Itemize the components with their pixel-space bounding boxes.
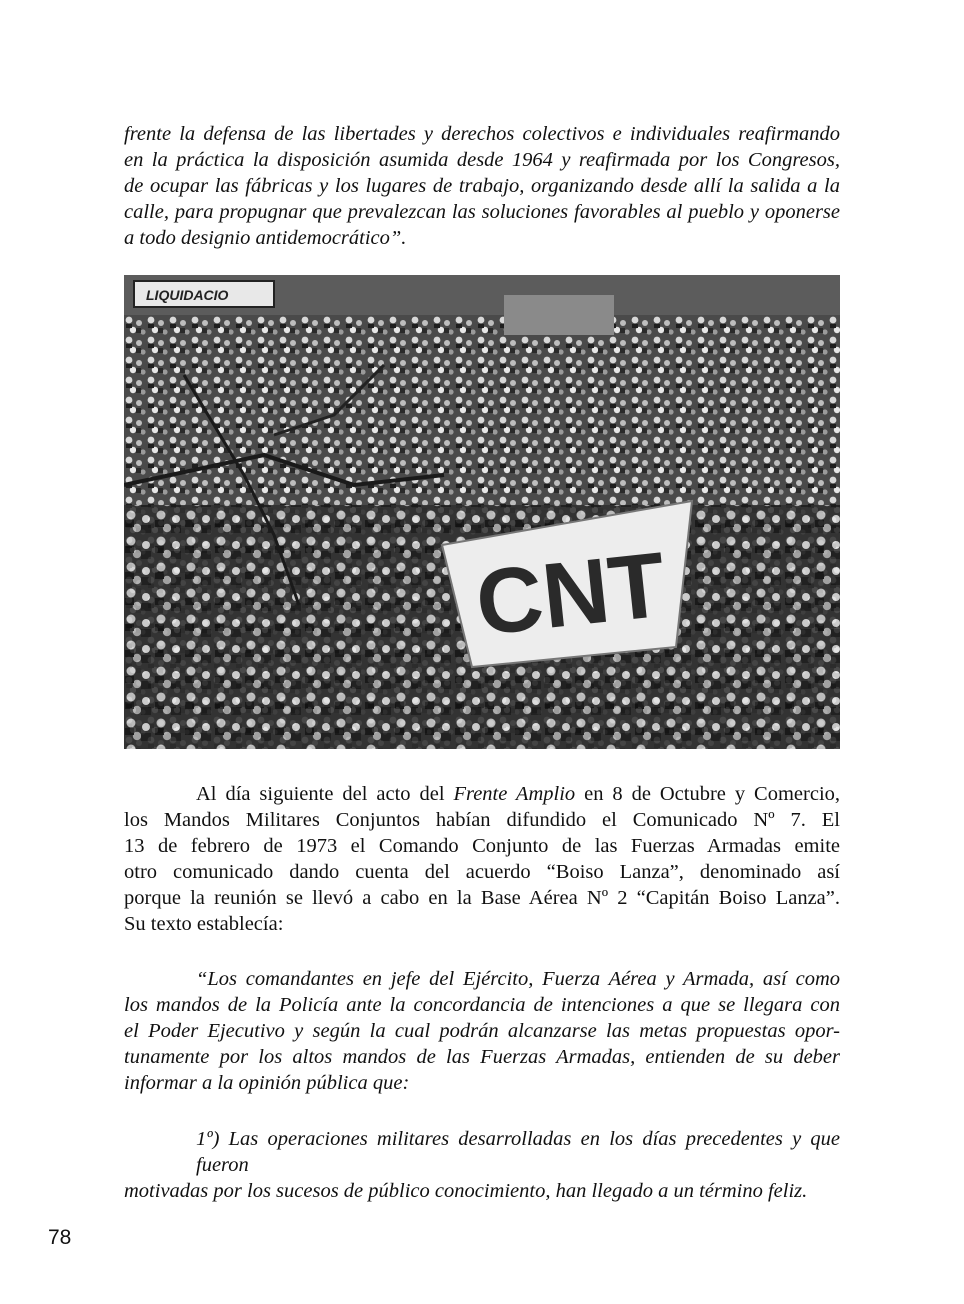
communique-quotation [124, 966, 840, 1096]
quote-line: informar a la opinión pública que: [124, 1072, 410, 1094]
quote-line: calle, para propugnar que prevalezcan las soluciones favorables al pueblo y oponerse [124, 201, 840, 223]
communique-point-one [124, 1126, 840, 1204]
top-quotation [124, 121, 840, 251]
text-run: en 8 de Octubre y Comercio, [575, 783, 841, 805]
quote-line: el Poder Ejecutivo y según la cual podrán alcanzarse las metas propuestas opor- [124, 1020, 840, 1042]
paragraph-line: 13 de febrero de 1973 el Comando Conjunto de las Fuerzas Armadas emite [124, 835, 840, 857]
quote-line: motivadas por los sucesos de público conocimiento, han llegado a un término feliz. [124, 1180, 808, 1202]
paragraph-line: los Mandos Militares Conjuntos habían difundido el Comunicado Nº 7. El [124, 809, 840, 831]
body-paragraph [124, 781, 840, 937]
paragraph-line: Su texto establecía: [124, 913, 284, 935]
quote-line: a todo designio antidemocrático”. [124, 227, 407, 249]
quote-line: de ocupar las fábricas y los lugares de trabajo, organizando desde allí la salida a la [124, 175, 840, 197]
text-run: Al día siguiente del acto del [196, 783, 454, 805]
quote-line: frente la defensa de las libertades y derechos colectivos e individuales reafirmando [124, 123, 840, 145]
quote-line: en la práctica la disposición asumida desde 1964 y reafirmada por los Congresos, [124, 149, 840, 171]
banner-text: CNT [471, 533, 671, 655]
paragraph-line: otro comunicado dando cuenta del acuerdo “Boiso Lanza”, denominado así [124, 861, 840, 883]
quote-line: “Los comandantes en jefe del Ejército, Fuerza Aérea y Armada, así como [196, 968, 840, 990]
paragraph-first-line [124, 781, 840, 807]
page-number: 78 [48, 1226, 72, 1249]
paragraph-line: porque la reunión se llevó a cabo en la Base Aérea Nº 2 “Capitán Boiso Lanza”. [124, 887, 840, 909]
quote-line: tunamente por los altos mandos de las Fuerzas Armadas, entienden de su deber [124, 1046, 840, 1068]
quote-line: los mandos de la Policía ante la concordancia de intenciones a que se llegara con [124, 994, 840, 1016]
crowd-photograph [124, 275, 840, 749]
quote-line: 1º) Las operaciones militares desarrolladas en los días precedentes y que fueron [196, 1128, 840, 1176]
emphasis-frente-amplio: Frente Amplio [453, 783, 576, 805]
shop-sign-text: LIQUIDACIO [146, 287, 229, 303]
